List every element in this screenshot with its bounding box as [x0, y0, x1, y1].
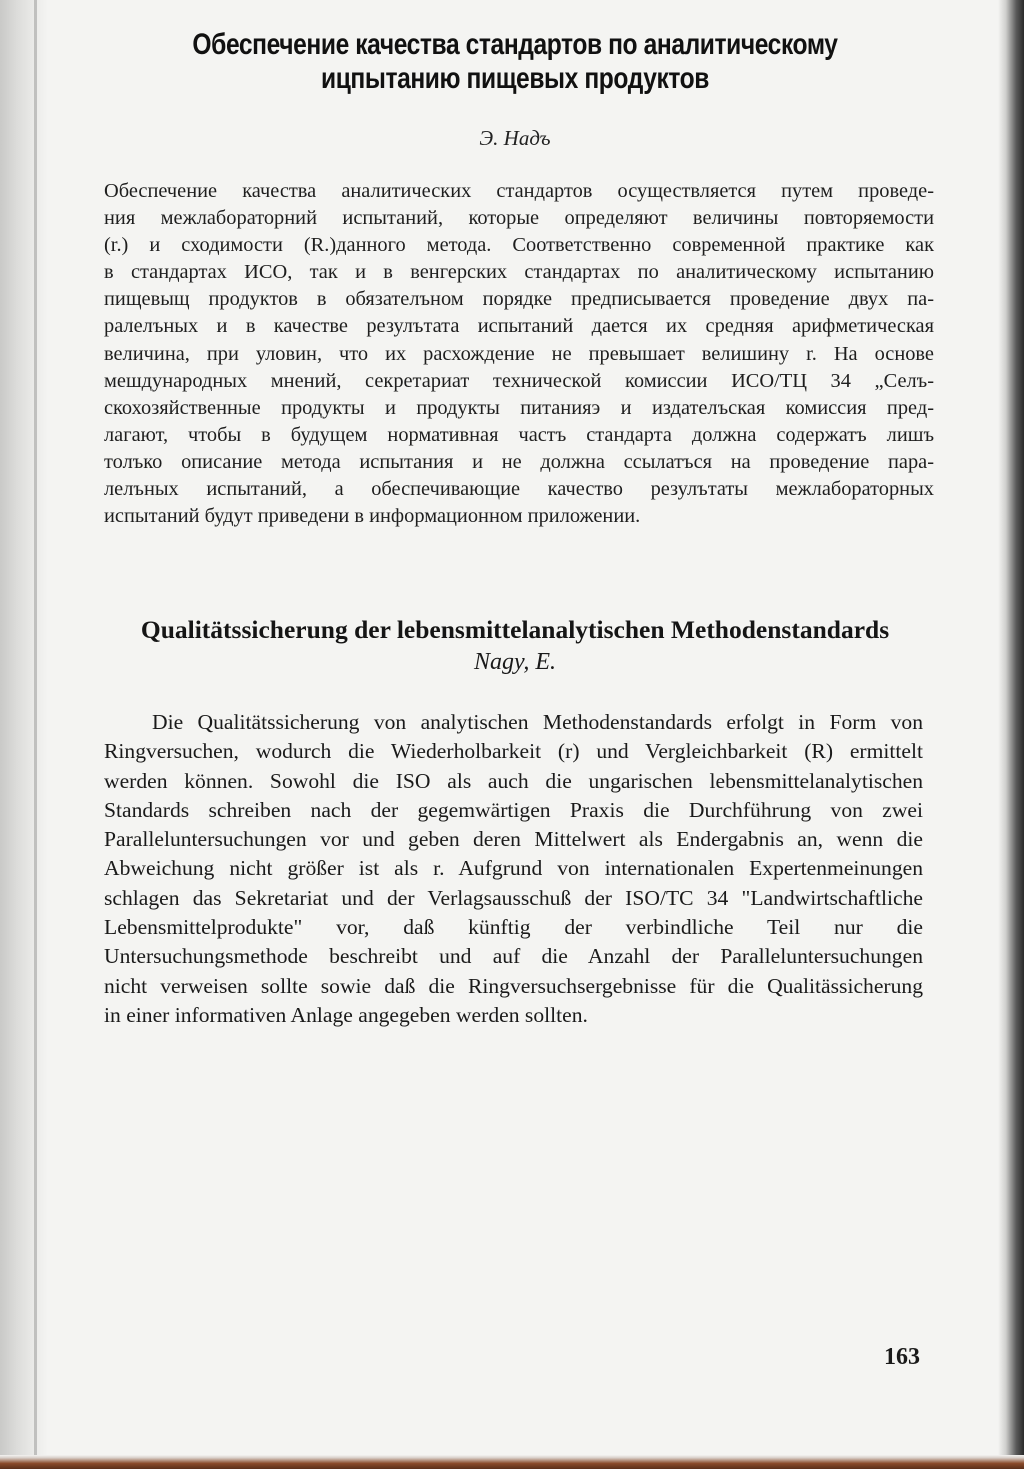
abstract-line: Abweichung nicht größer ist als r. Aufgrund von internationalen Expertenmeinungen: [104, 856, 923, 881]
abstract-line: Untersuchungsmethode beschreibt und auf die Anzahl der Paralleluntersuchungen: [104, 944, 923, 969]
abstract-line: испытаний будут приведени в информационном приложении.: [104, 505, 641, 528]
abstract-line: werden können. Sowohl die ISO als auch die ungarischen lebensmittelanalytischen: [104, 768, 923, 793]
russian-title-line: ицпытанию пищевых продуктов: [320, 62, 710, 95]
page-number: 163: [884, 1344, 920, 1370]
bottom-page-edge: [0, 1455, 1024, 1469]
abstract-line: Die Qualitätssicherung von analytischen Methodenstandards erfolgt in Form von: [152, 710, 923, 734]
abstract-line: мешдународных мнений, секретариат технической комиссии ИСО/ТЦ 34 „Селъ-: [104, 369, 934, 392]
abstract-line: (r.) и сходимости (R.)данного метода. Соответственно современной практике как: [104, 234, 934, 257]
binding-shadow-line: [34, 0, 37, 1469]
russian-title: [191, 28, 839, 96]
abstract-line: лагают, чтобы в будущем нормативная частъ стандарта должна содержатъ лишъ: [104, 423, 934, 446]
russian-author: Э. Надъ: [479, 126, 551, 150]
abstract-line: ралелъных и в качестве резулътата испытаний дается их средняя арифметическая: [104, 315, 934, 338]
abstract-line: Обеспечение качества аналитических стандартов осуществляется путем проведе-: [104, 180, 934, 202]
abstract-line: величина, при уловин, что их расхождение не превышает велишину r. На основе: [104, 342, 934, 365]
abstract-line: Standards schreiben nach der gegemwärtigen Praxis die Durchführung von zwei: [104, 797, 923, 822]
abstract-line: Paralleluntersuchungen vor und geben deren Mittelwert als Endergabnis an, wenn die: [104, 827, 923, 852]
right-page-edge: [998, 0, 1024, 1469]
abstract-line: schlagen das Sekretariat und der Verlagsausschuß der ISO/TC 34 "Landwirtschaftliche: [104, 885, 923, 910]
abstract-line: в стандартах ИСО, так и в венгерских стандартах по аналитическому испытанию: [104, 261, 934, 284]
german-title: Qualitätssicherung der lebensmittelanalytischen Methodenstandards: [140, 615, 890, 644]
russian-abstract: [104, 178, 934, 530]
german-abstract: [104, 708, 923, 1030]
abstract-line: толъко описание метода испытания и не должна ссылатъся на проведение пара-: [104, 450, 934, 473]
abstract-line: Lebensmittelprodukte" vor, daß künftig der verbindliche Teil nur die: [104, 915, 923, 940]
abstract-line: nicht verweisen sollte sowie daß die Ringversuchsergebnisse für die Qualitässicherung: [104, 973, 923, 998]
abstract-line: ния межлабораторний испытаний, которые определяют величины повторяемости: [104, 207, 934, 230]
abstract-line: скохозяйственные продукты и продукты питанияэ и издателъская комиссия пред-: [104, 396, 934, 419]
russian-title-line: Обеспечение качества стандартов по аналитическому: [192, 28, 838, 61]
abstract-line: in einer informativen Anlage angegeben werden sollten.: [104, 1002, 588, 1027]
abstract-line: лелъных испытаний, а обеспечивающие качество резулътаты межлабораторных: [104, 478, 934, 501]
abstract-line: пищевыщ продуктов в обязателъном порядке предписывается проведение двух па-: [104, 288, 934, 311]
binding-edge: [0, 0, 48, 1469]
german-author: Nagy, E.: [474, 649, 556, 675]
abstract-line: Ringversuchen, wodurch die Wiederholbarkeit (r) und Vergleichbarkeit (R) ermittelt: [104, 739, 923, 764]
